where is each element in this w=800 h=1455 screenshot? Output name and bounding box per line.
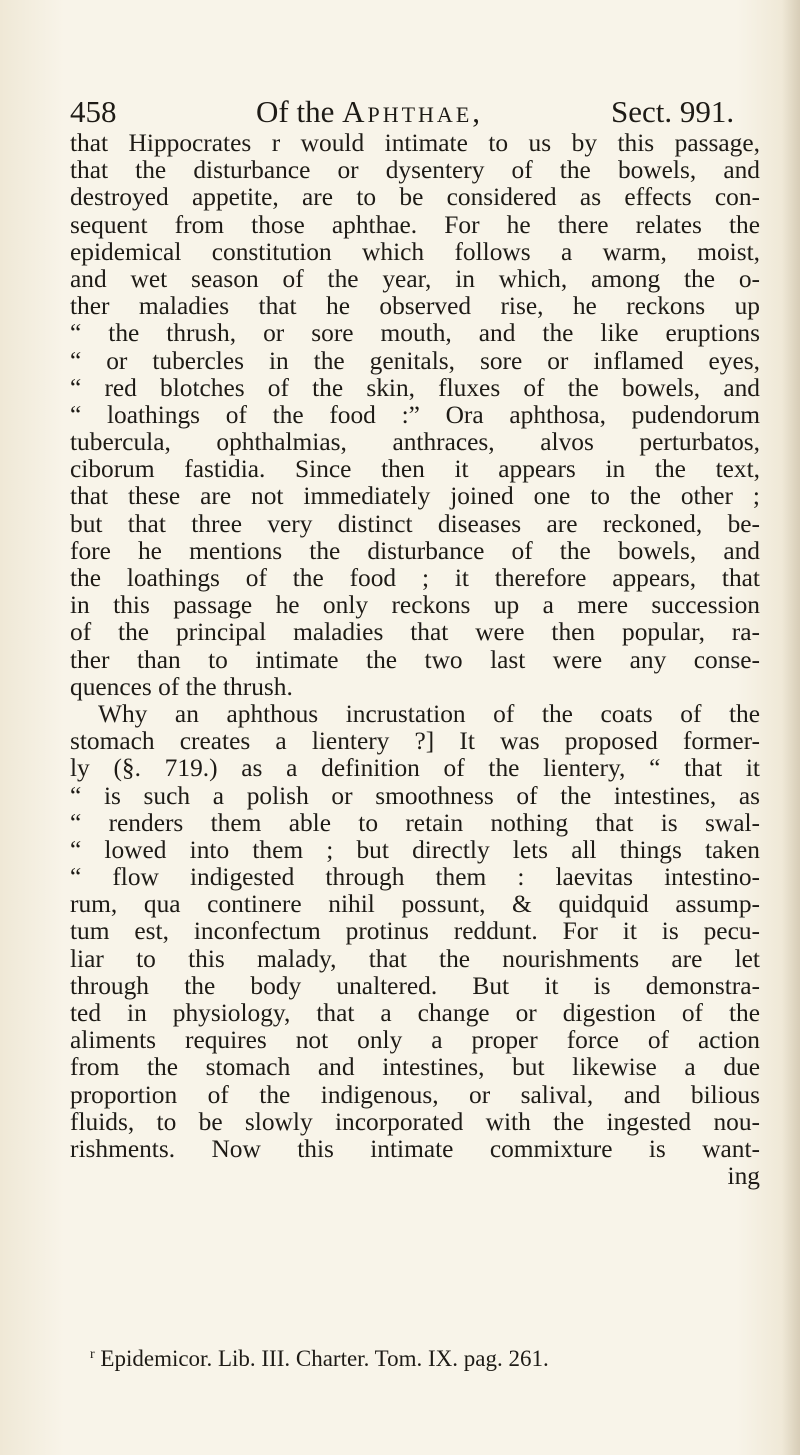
text-line: “ renders them able to retain nothing that is swal- bbox=[70, 808, 760, 837]
text-line: that the disturbance or dysentery of the bowels, and bbox=[70, 156, 760, 185]
section-number: Sect. 991. bbox=[611, 94, 735, 129]
footnote bbox=[90, 1346, 760, 1372]
text-line: ther maladies that he observed rise, he reckons up bbox=[70, 292, 760, 321]
chapter-title bbox=[256, 94, 483, 130]
text-line: destroyed appetite, are to be considered as effects con- bbox=[70, 183, 760, 212]
text-line: “ red blotches of the skin, fluxes of the bowels, and bbox=[70, 373, 760, 402]
text-line: proportion of the indigenous, or salival, and bilious bbox=[70, 1080, 760, 1109]
text-line: “ or tubercles in the genitals, sore or inflamed eyes, bbox=[70, 346, 760, 375]
text-line: but that three very distinct diseases are reckoned, be- bbox=[70, 509, 760, 538]
footnote-text: Epidemicor. Lib. III. Charter. Tom. IX. pag. 261. bbox=[100, 1346, 549, 1371]
title-prefix: Of the bbox=[256, 94, 343, 129]
text-line: sequent from those aphthae. For he there relates the bbox=[70, 210, 760, 239]
text-line: that these are not immediately joined one to the other ; bbox=[70, 482, 760, 511]
text-line: rishments. Now this intimate commixture is want- bbox=[70, 1134, 760, 1163]
text-line: tum est, inconfectum protinus reddunt. For it is pecu- bbox=[70, 917, 760, 946]
text-line: tubercula, ophthalmias, anthraces, alvos perturbatos, bbox=[70, 428, 760, 457]
text-line: ted in physiology, that a change or digestion of the bbox=[70, 999, 760, 1027]
text-line: ly (§. 719.) as a definition of the lientery, “ that it bbox=[70, 754, 760, 783]
text-line: epidemical constitution which follows a warm, moist, bbox=[70, 237, 760, 266]
footnote-mark: r bbox=[90, 1347, 95, 1362]
page-number: 458 bbox=[70, 94, 117, 129]
body-text bbox=[70, 130, 760, 1190]
text-line: “ lowed into them ; but directly lets all things taken bbox=[70, 835, 760, 864]
text-line: aliments requires not only a proper force of action bbox=[70, 1026, 760, 1055]
text-line: the loathings of the food ; it therefore appears, that bbox=[70, 564, 760, 592]
text-line: fluids, to be slowly incorporated with the ingested nou- bbox=[70, 1107, 760, 1136]
text-line: liar to this malady, that the nourishments are let bbox=[70, 944, 760, 973]
text-line: through the body unaltered. But it is demonstra- bbox=[70, 971, 760, 1000]
text-line: ther than to intimate the two last were any conse- bbox=[70, 645, 760, 674]
text-line: “ the thrush, or sore mouth, and the like eruptions bbox=[70, 319, 760, 348]
text-line: “ is such a polish or smoothness of the intestines, as bbox=[70, 781, 760, 810]
text-line: of the principal maladies that were then popular, ra- bbox=[70, 618, 760, 647]
catchword: ing bbox=[727, 1162, 760, 1191]
text-line: “ loathings of the food :” Ora aphthosa, pudendorum bbox=[70, 400, 760, 429]
text-line: rum, qua continere nihil possunt, & quidquid assump- bbox=[70, 890, 760, 919]
text-line: quences of the thrush. bbox=[70, 672, 293, 701]
text-line: from the stomach and intestines, but likewise a due bbox=[70, 1053, 760, 1082]
text-line: that Hippocrates r would intimate to us by this passage, bbox=[70, 129, 760, 157]
page-edge-shadow bbox=[782, 0, 800, 1455]
text-line: Why an aphthous incrustation of the coats of the bbox=[98, 699, 760, 728]
title-caps: Aphthae, bbox=[342, 94, 484, 129]
text-line: stomach creates a lientery ?] It was proposed former- bbox=[70, 727, 760, 756]
text-line: “ flow indigested through them : laevitas intestino- bbox=[70, 863, 760, 892]
text-line: in this passage he only reckons up a mere succession bbox=[70, 591, 760, 620]
text-line: ciborum fastidia. Since then it appears in the text, bbox=[70, 455, 760, 484]
text-line: and wet season of the year, in which, among the o- bbox=[70, 264, 760, 293]
text-line: fore he mentions the disturbance of the bowels, and bbox=[70, 536, 760, 565]
